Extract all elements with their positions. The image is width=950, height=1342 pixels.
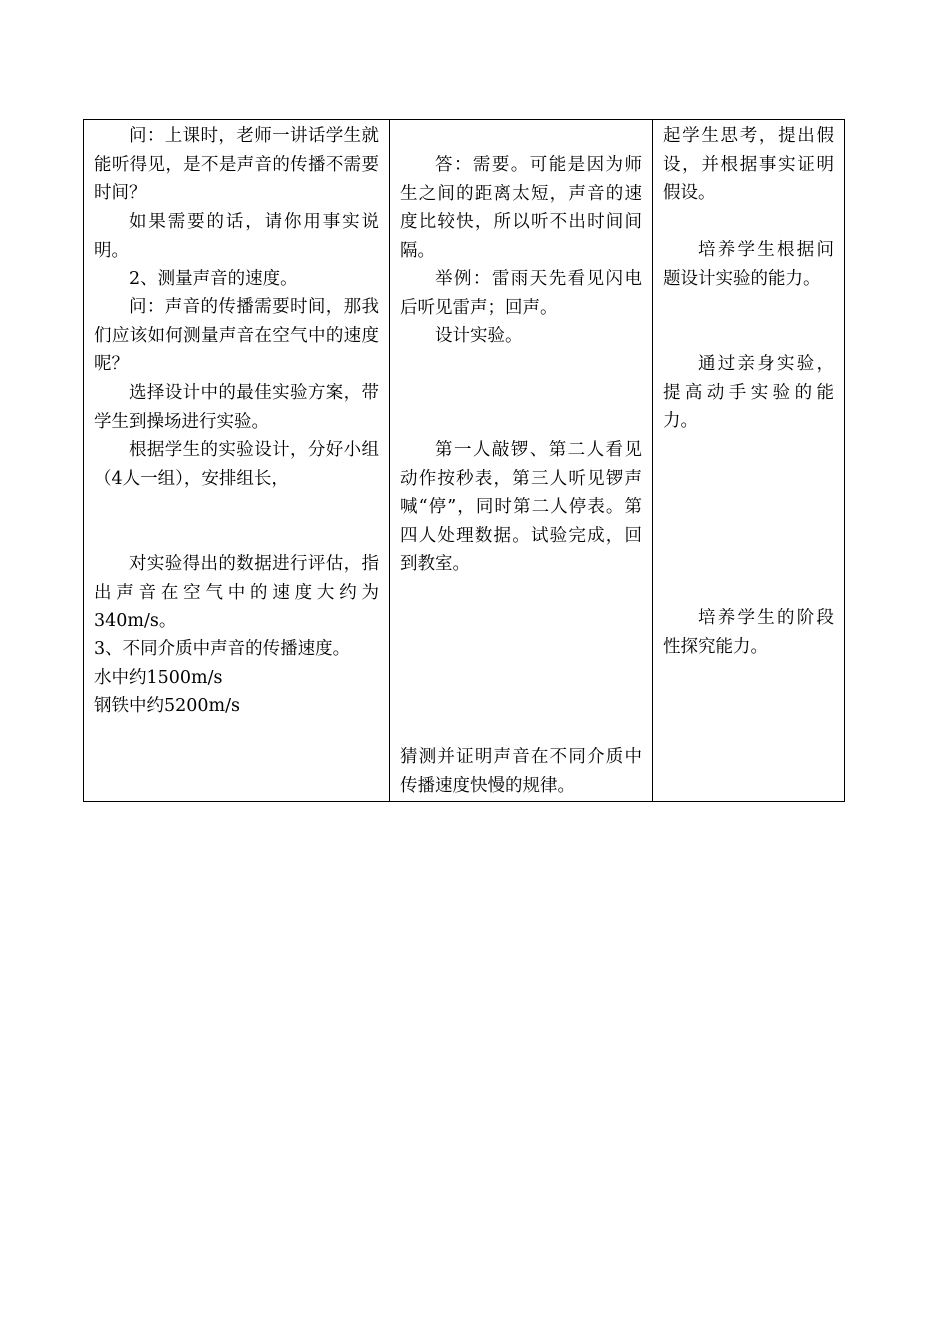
choose-best-plan: 选择设计中的最佳实验方案，带学生到操场进行实验。	[94, 383, 379, 432]
speed-in-water: 水中约1500m/s	[94, 668, 223, 688]
teacher-activity-cell	[84, 120, 390, 802]
section-media-speed: 3、不同介质中声音的传播速度。	[94, 639, 351, 659]
intent-hypothesis: 起学生思考，提出假设，并根据事实证明假设。	[663, 126, 834, 203]
guess-and-prove: 猜测并证明声音在不同介质中传播速度快慢的规律。	[400, 747, 642, 796]
question-time-needed: 问：上课时，老师一讲话学生就能听得见，是不是声音的传播不需要时间？	[94, 126, 379, 203]
question-how-measure: 问：声音的传播需要时间，那我们应该如何测量声音在空气中的速度呢？	[94, 297, 379, 374]
lesson-plan-table	[83, 119, 845, 802]
intent-hands-on: 通过亲身实验，提高动手实验的能力。	[663, 354, 834, 431]
intent-design-ability: 培养学生根据问题设计实验的能力。	[663, 240, 834, 289]
request-evidence: 如果需要的话，请你用事实说明。	[94, 212, 379, 261]
student-activity-cell	[390, 120, 653, 802]
experiment-procedure: 第一人敲锣、第二人看见动作按秒表，第三人听见锣声喊“停”，同时第二人停表。第四人处理数据。试验完成，回到教室。	[400, 440, 642, 574]
example-thunder-echo: 举例：雷雨天先看见闪电后听见雷声；回声。	[400, 269, 642, 318]
section-measure-speed: 2、测量声音的速度。	[129, 269, 298, 289]
speed-in-steel: 钢铁中约5200m/s	[94, 696, 241, 716]
table-row	[84, 120, 845, 802]
group-assignment: 根据学生的实验设计，分好小组（4人一组），安排组长，	[94, 440, 379, 489]
answer-need-time: 答：需要。可能是因为师生之间的距离太短，声音的速度比较快，所以听不出时间间隔。	[400, 155, 642, 261]
evaluate-data: 对实验得出的数据进行评估，指出声音在空气中的速度大约为340m/s。	[94, 554, 379, 631]
intent-inquiry: 培养学生的阶段性探究能力。	[663, 608, 834, 657]
design-experiment: 设计实验。	[435, 326, 523, 346]
design-intent-cell	[653, 120, 845, 802]
